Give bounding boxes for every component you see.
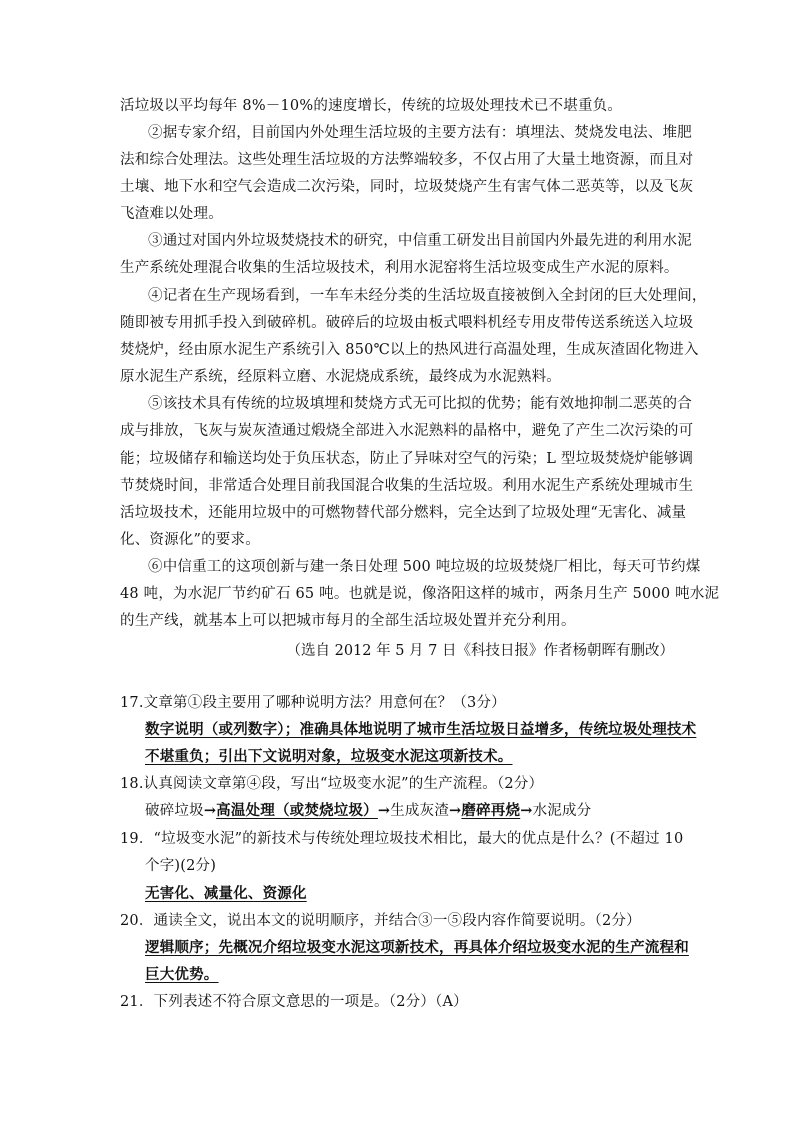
paragraph-5-line: 化、资源化”的要求。 [120, 532, 260, 548]
question-20: 20．通读全文，说出本文的说明顺序，并结合③一⑤段内容作简要说明。（2分） [120, 913, 641, 929]
answer-20-line: 巨大优势。 [145, 966, 219, 983]
flow-arrow-icon: → [520, 802, 533, 819]
flow-arrow-icon: → [449, 802, 462, 819]
paragraph-4-line: 原水泥生产系统，经原料立磨、水泥烧成系统，最终成为水泥熟料。 [120, 369, 561, 385]
flow-step-5: 水泥成分 [532, 803, 592, 819]
answer-20-line: 逻辑顺序；先概况介绍垃圾变水泥这项新技术，再具体介绍垃圾变水泥的生产流程和 [145, 939, 689, 956]
flow-step-3: 生成灰渣 [390, 803, 450, 819]
paragraph-6-line: 的生产线，就基本上可以把城市每月的全部生活垃圾处置并充分利用。 [120, 613, 576, 629]
question-19-line: 19．“垃圾变水泥”的新技术与传统处理垃圾技术相比，最大的优点是什么？(不超过 10 [120, 831, 684, 847]
answer-19: 无害化、减量化、资源化 [145, 885, 307, 902]
paragraph-5-line: 节焚烧时间，非常适合处理目前我国混合收集的生活垃圾。利用水泥生产系统处理城市生 [120, 478, 694, 494]
flow-step-2: 高温处理（或焚烧垃圾） [216, 802, 378, 819]
answer-18-flow [145, 801, 591, 821]
paragraph-4-line: ④记者在生产现场看到，一车车未经分类的生活垃圾直接被倒入全封闭的巨大处理间， [148, 288, 707, 304]
paragraph-5-line: 能；垃圾储存和输送均处于负压状态，防止了异味对空气的污染；L 型垃圾焚烧炉能够调 [120, 451, 694, 467]
source-citation: （选自 2012 年 5 月 7 日《科技日报》作者杨朝晖有删改） [286, 643, 674, 659]
paragraph-1-tail: 活垃圾以平均每年 8%－10%的速度增长，传统的垃圾处理技术已不堪重负。 [120, 98, 623, 114]
paragraph-3-line: ③通过对国内外垃圾焚烧技术的研究，中信重工研发出目前国内外最先进的利用水泥 [148, 233, 692, 249]
flow-step-4: 磨碎再烧 [461, 802, 521, 819]
paragraph-6-line: 48 吨，为水泥厂节约矿石 65 吨。也就是说，像洛阳这样的城市，两条月生产 5000 吨水泥 [120, 586, 720, 602]
paragraph-4-line: 随即被专用抓手投入到破碎机。破碎后的垃圾由板式喂料机经专用皮带传送系统送入垃圾 [120, 315, 694, 331]
paragraph-6-line: ⑥中信重工的这项创新与建一条日处理 500 吨垃圾的垃圾焚烧厂相比，每天可节约煤 [148, 559, 701, 575]
flow-step-1: 破碎垃圾 [145, 803, 204, 819]
paragraph-5-line: ⑤该技术具有传统的垃圾填埋和焚烧方式无可比拟的优势；能有效地抑制二恶英的合 [148, 396, 692, 412]
paragraph-4-line: 焚烧炉，经由原水泥生产系统引入 850℃以上的热风进行高温处理，生成灰渣固化物进入 [120, 342, 699, 358]
paragraph-2-line: 土壤、地下水和空气会造成二次污染，同时，垃圾焚烧产生有害气体二恶英等，以及飞灰 [120, 179, 694, 195]
answer-17-line: 不堪重负；引出下文说明对象，垃圾变水泥这项新技术。 [145, 748, 513, 765]
question-18: 18.认真阅读文章第④段，写出“垃圾变水泥”的生产流程。（2分） [120, 776, 544, 792]
flow-arrow-icon: → [203, 802, 217, 819]
answer-17-line: 数字说明（或列数字）；准确具体地说明了城市生活垃圾日益增多，传统垃圾处理技术 [145, 721, 697, 738]
paragraph-3-line: 生产系统处理混合收集的生活垃圾技术，利用水泥窑将生活垃圾变成生产水泥的原料。 [120, 260, 679, 276]
question-19-line: 个字)(2分) [145, 858, 217, 874]
question-21: 21．下列表述不符合原文意思的一项是。（2分）（A） [120, 994, 468, 1010]
paragraph-2-line: ②据专家介绍，目前国内外处理生活垃圾的主要方法有：填埋法、焚烧发电法、堆肥 [148, 125, 692, 141]
paragraph-2-line: 飞渣难以处理。 [120, 206, 223, 222]
paragraph-5-line: 成与排放，飞灰与炭灰渣通过煅烧全部进入水泥熟料的晶格中，避免了产生二次污染的可 [120, 423, 694, 439]
paragraph-2-line: 法和综合处理法。这些处理生活垃圾的方法弊端较多，不仅占用了大量土地资源，而且对 [120, 152, 694, 168]
question-17: 17.文章第①段主要用了哪种说明方法？用意何在？（3分） [120, 695, 506, 711]
flow-arrow-icon: → [377, 802, 391, 819]
paragraph-5-line: 活垃圾技术，还能用垃圾中的可燃物替代部分燃料，完全达到了垃圾处理“无害化、减量 [120, 505, 687, 521]
